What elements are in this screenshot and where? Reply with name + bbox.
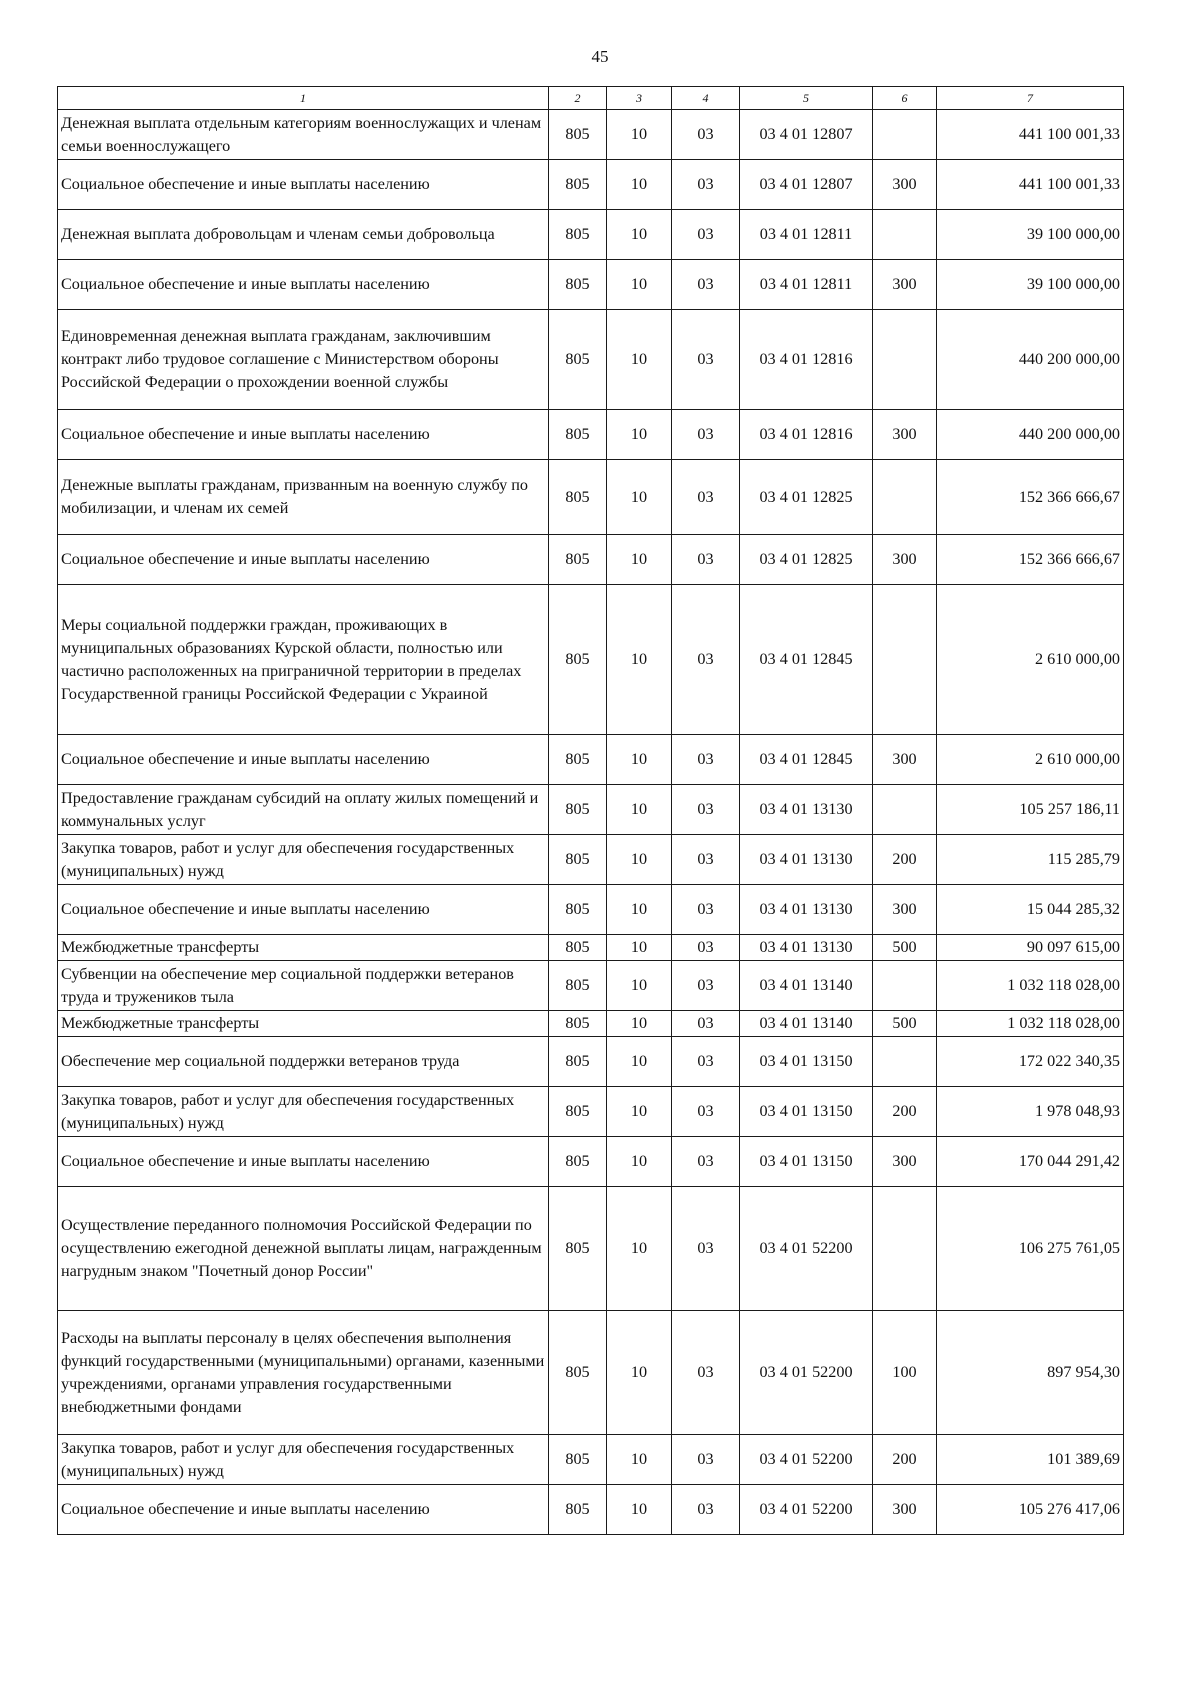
grbs-code-cell: 805 (549, 961, 607, 1011)
subsection-code-cell: 03 (672, 1311, 740, 1435)
amount-cell: 172 022 340,35 (937, 1037, 1124, 1087)
table-row (58, 1037, 1124, 1087)
section-code-cell: 10 (607, 535, 672, 585)
expense-type-cell: 300 (873, 535, 937, 585)
expense-type-cell (873, 460, 937, 535)
section-code-cell: 10 (607, 410, 672, 460)
table-row (58, 310, 1124, 410)
subsection-code-cell: 03 (672, 1485, 740, 1535)
section-code-cell: 10 (607, 1435, 672, 1485)
subsection-code-cell: 03 (672, 935, 740, 961)
row-name-cell: Социальное обеспечение и иные выплаты населению (58, 410, 549, 460)
expense-type-cell (873, 210, 937, 260)
section-code-cell: 10 (607, 1087, 672, 1137)
row-name-cell: Межбюджетные трансферты (58, 935, 549, 961)
column-number: 7 (937, 87, 1124, 110)
section-code-cell: 10 (607, 110, 672, 160)
grbs-code-cell: 805 (549, 885, 607, 935)
table-row (58, 460, 1124, 535)
amount-cell: 897 954,30 (937, 1311, 1124, 1435)
grbs-code-cell: 805 (549, 160, 607, 210)
row-name-cell: Социальное обеспечение и иные выплаты населению (58, 1485, 549, 1535)
section-code-cell: 10 (607, 1187, 672, 1311)
table-row (58, 260, 1124, 310)
amount-cell: 115 285,79 (937, 835, 1124, 885)
grbs-code-cell: 805 (549, 1311, 607, 1435)
grbs-code-cell: 805 (549, 585, 607, 735)
section-code-cell: 10 (607, 160, 672, 210)
amount-cell: 2 610 000,00 (937, 585, 1124, 735)
target-article-cell: 03 4 01 12811 (740, 260, 873, 310)
amount-cell: 440 200 000,00 (937, 410, 1124, 460)
subsection-code-cell: 03 (672, 110, 740, 160)
expense-type-cell: 100 (873, 1311, 937, 1435)
expense-type-cell: 500 (873, 935, 937, 961)
amount-cell: 440 200 000,00 (937, 310, 1124, 410)
column-number: 1 (58, 87, 549, 110)
subsection-code-cell: 03 (672, 1087, 740, 1137)
grbs-code-cell: 805 (549, 735, 607, 785)
expense-type-cell: 300 (873, 885, 937, 935)
target-article-cell: 03 4 01 13140 (740, 961, 873, 1011)
subsection-code-cell: 03 (672, 1187, 740, 1311)
table-row (58, 210, 1124, 260)
section-code-cell: 10 (607, 460, 672, 535)
subsection-code-cell: 03 (672, 210, 740, 260)
column-number: 5 (740, 87, 873, 110)
row-name-cell: Социальное обеспечение и иные выплаты населению (58, 260, 549, 310)
expense-type-cell: 300 (873, 260, 937, 310)
row-name-cell: Меры социальной поддержки граждан, проживающих в муниципальных образованиях Курской области, полностью или частично расположенных на приграничной территории в пределах Государственной границы Российской Федерации с Украиной (58, 585, 549, 735)
expense-type-cell (873, 585, 937, 735)
target-article-cell: 03 4 01 12825 (740, 535, 873, 585)
amount-cell: 1 032 118 028,00 (937, 1011, 1124, 1037)
expense-type-cell: 500 (873, 1011, 937, 1037)
amount-cell: 106 275 761,05 (937, 1187, 1124, 1311)
grbs-code-cell: 805 (549, 260, 607, 310)
section-code-cell: 10 (607, 260, 672, 310)
expense-type-cell: 200 (873, 1435, 937, 1485)
amount-cell: 105 257 186,11 (937, 785, 1124, 835)
amount-cell: 441 100 001,33 (937, 110, 1124, 160)
expense-type-cell: 300 (873, 735, 937, 785)
subsection-code-cell: 03 (672, 460, 740, 535)
target-article-cell: 03 4 01 12816 (740, 310, 873, 410)
target-article-cell: 03 4 01 13130 (740, 835, 873, 885)
column-number: 6 (873, 87, 937, 110)
target-article-cell: 03 4 01 13150 (740, 1037, 873, 1087)
expense-type-cell (873, 1037, 937, 1087)
subsection-code-cell: 03 (672, 535, 740, 585)
table-row (58, 110, 1124, 160)
row-name-cell: Социальное обеспечение и иные выплаты населению (58, 1137, 549, 1187)
row-name-cell: Субвенции на обеспечение мер социальной поддержки ветеранов труда и тружеников тыла (58, 961, 549, 1011)
table-row (58, 410, 1124, 460)
expense-type-cell (873, 310, 937, 410)
expense-type-cell: 300 (873, 1485, 937, 1535)
row-name-cell: Денежная выплата отдельным категориям военнослужащих и членам семьи военнослужащего (58, 110, 549, 160)
subsection-code-cell: 03 (672, 160, 740, 210)
subsection-code-cell: 03 (672, 260, 740, 310)
column-number: 3 (607, 87, 672, 110)
expense-type-cell (873, 961, 937, 1011)
table-row (58, 1011, 1124, 1037)
expense-type-cell: 300 (873, 1137, 937, 1187)
expense-type-cell: 200 (873, 835, 937, 885)
table-row (58, 735, 1124, 785)
expense-type-cell: 300 (873, 410, 937, 460)
expense-type-cell (873, 785, 937, 835)
subsection-code-cell: 03 (672, 735, 740, 785)
grbs-code-cell: 805 (549, 935, 607, 961)
table-row (58, 885, 1124, 935)
amount-cell: 15 044 285,32 (937, 885, 1124, 935)
grbs-code-cell: 805 (549, 535, 607, 585)
row-name-cell: Социальное обеспечение и иные выплаты населению (58, 735, 549, 785)
section-code-cell: 10 (607, 585, 672, 735)
target-article-cell: 03 4 01 12845 (740, 735, 873, 785)
section-code-cell: 10 (607, 1137, 672, 1187)
subsection-code-cell: 03 (672, 961, 740, 1011)
section-code-cell: 10 (607, 785, 672, 835)
target-article-cell: 03 4 01 12816 (740, 410, 873, 460)
grbs-code-cell: 805 (549, 310, 607, 410)
table-row (58, 1311, 1124, 1435)
amount-cell: 105 276 417,06 (937, 1485, 1124, 1535)
target-article-cell: 03 4 01 13130 (740, 935, 873, 961)
target-article-cell: 03 4 01 13150 (740, 1087, 873, 1137)
grbs-code-cell: 805 (549, 410, 607, 460)
row-name-cell: Межбюджетные трансферты (58, 1011, 549, 1037)
section-code-cell: 10 (607, 961, 672, 1011)
amount-cell: 2 610 000,00 (937, 735, 1124, 785)
grbs-code-cell: 805 (549, 1435, 607, 1485)
target-article-cell: 03 4 01 12825 (740, 460, 873, 535)
grbs-code-cell: 805 (549, 1137, 607, 1187)
column-number: 4 (672, 87, 740, 110)
section-code-cell: 10 (607, 885, 672, 935)
subsection-code-cell: 03 (672, 885, 740, 935)
grbs-code-cell: 805 (549, 1187, 607, 1311)
row-name-cell: Обеспечение мер социальной поддержки ветеранов труда (58, 1037, 549, 1087)
table-header-row (58, 87, 1124, 110)
page-number: 45 (591, 47, 609, 66)
amount-cell: 39 100 000,00 (937, 210, 1124, 260)
row-name-cell: Закупка товаров, работ и услуг для обеспечения государственных (муниципальных) нужд (58, 1087, 549, 1137)
amount-cell: 152 366 666,67 (937, 535, 1124, 585)
target-article-cell: 03 4 01 12845 (740, 585, 873, 735)
section-code-cell: 10 (607, 1311, 672, 1435)
expense-type-cell: 200 (873, 1087, 937, 1137)
grbs-code-cell: 805 (549, 1037, 607, 1087)
amount-cell: 152 366 666,67 (937, 460, 1124, 535)
subsection-code-cell: 03 (672, 1011, 740, 1037)
row-name-cell: Единовременная денежная выплата гражданам, заключившим контракт либо трудовое соглашение с Министерством обороны Российской Федерации о прохождении военной службы (58, 310, 549, 410)
section-code-cell: 10 (607, 935, 672, 961)
subsection-code-cell: 03 (672, 1137, 740, 1187)
table-row (58, 1435, 1124, 1485)
amount-cell: 1 978 048,93 (937, 1087, 1124, 1137)
grbs-code-cell: 805 (549, 210, 607, 260)
table-row (58, 961, 1124, 1011)
expense-type-cell (873, 1187, 937, 1311)
table-row (58, 1087, 1124, 1137)
table-row (58, 935, 1124, 961)
table-row (58, 160, 1124, 210)
row-name-cell: Закупка товаров, работ и услуг для обеспечения государственных (муниципальных) нужд (58, 835, 549, 885)
column-number: 2 (549, 87, 607, 110)
target-article-cell: 03 4 01 52200 (740, 1187, 873, 1311)
grbs-code-cell: 805 (549, 835, 607, 885)
section-code-cell: 10 (607, 1011, 672, 1037)
table-row (58, 585, 1124, 735)
target-article-cell: 03 4 01 13130 (740, 785, 873, 835)
subsection-code-cell: 03 (672, 1037, 740, 1087)
target-article-cell: 03 4 01 52200 (740, 1485, 873, 1535)
row-name-cell: Социальное обеспечение и иные выплаты населению (58, 535, 549, 585)
table-row (58, 835, 1124, 885)
section-code-cell: 10 (607, 1485, 672, 1535)
section-code-cell: 10 (607, 735, 672, 785)
grbs-code-cell: 805 (549, 1087, 607, 1137)
section-code-cell: 10 (607, 1037, 672, 1087)
target-article-cell: 03 4 01 13130 (740, 885, 873, 935)
amount-cell: 39 100 000,00 (937, 260, 1124, 310)
table-row (58, 535, 1124, 585)
amount-cell: 441 100 001,33 (937, 160, 1124, 210)
section-code-cell: 10 (607, 210, 672, 260)
row-name-cell: Закупка товаров, работ и услуг для обеспечения государственных (муниципальных) нужд (58, 1435, 549, 1485)
table-row (58, 1137, 1124, 1187)
row-name-cell: Денежные выплаты гражданам, призванным на военную службу по мобилизации, и членам их семей (58, 460, 549, 535)
budget-table (57, 86, 1124, 1535)
subsection-code-cell: 03 (672, 310, 740, 410)
amount-cell: 170 044 291,42 (937, 1137, 1124, 1187)
table-row (58, 1485, 1124, 1535)
subsection-code-cell: 03 (672, 585, 740, 735)
section-code-cell: 10 (607, 310, 672, 410)
amount-cell: 90 097 615,00 (937, 935, 1124, 961)
grbs-code-cell: 805 (549, 110, 607, 160)
expense-type-cell (873, 110, 937, 160)
amount-cell: 101 389,69 (937, 1435, 1124, 1485)
row-name-cell: Денежная выплата добровольцам и членам семьи добровольца (58, 210, 549, 260)
target-article-cell: 03 4 01 52200 (740, 1435, 873, 1485)
row-name-cell: Осуществление переданного полномочия Российской Федерации по осуществлению ежегодной денежной выплаты лицам, награжденным нагрудным знаком "Почетный донор России" (58, 1187, 549, 1311)
row-name-cell: Расходы на выплаты персоналу в целях обеспечения выполнения функций государственными (муниципальными) органами, казенными учреждениями, органами управления государственными внебюджетными фондами (58, 1311, 549, 1435)
target-article-cell: 03 4 01 12807 (740, 110, 873, 160)
subsection-code-cell: 03 (672, 1435, 740, 1485)
target-article-cell: 03 4 01 52200 (740, 1311, 873, 1435)
grbs-code-cell: 805 (549, 460, 607, 535)
expense-type-cell: 300 (873, 160, 937, 210)
subsection-code-cell: 03 (672, 785, 740, 835)
table-row (58, 1187, 1124, 1311)
table-row (58, 785, 1124, 835)
target-article-cell: 03 4 01 13140 (740, 1011, 873, 1037)
row-name-cell: Предоставление гражданам субсидий на оплату жилых помещений и коммунальных услуг (58, 785, 549, 835)
grbs-code-cell: 805 (549, 1011, 607, 1037)
target-article-cell: 03 4 01 13150 (740, 1137, 873, 1187)
grbs-code-cell: 805 (549, 1485, 607, 1535)
subsection-code-cell: 03 (672, 410, 740, 460)
amount-cell: 1 032 118 028,00 (937, 961, 1124, 1011)
row-name-cell: Социальное обеспечение и иные выплаты населению (58, 885, 549, 935)
target-article-cell: 03 4 01 12807 (740, 160, 873, 210)
grbs-code-cell: 805 (549, 785, 607, 835)
subsection-code-cell: 03 (672, 835, 740, 885)
section-code-cell: 10 (607, 835, 672, 885)
target-article-cell: 03 4 01 12811 (740, 210, 873, 260)
row-name-cell: Социальное обеспечение и иные выплаты населению (58, 160, 549, 210)
